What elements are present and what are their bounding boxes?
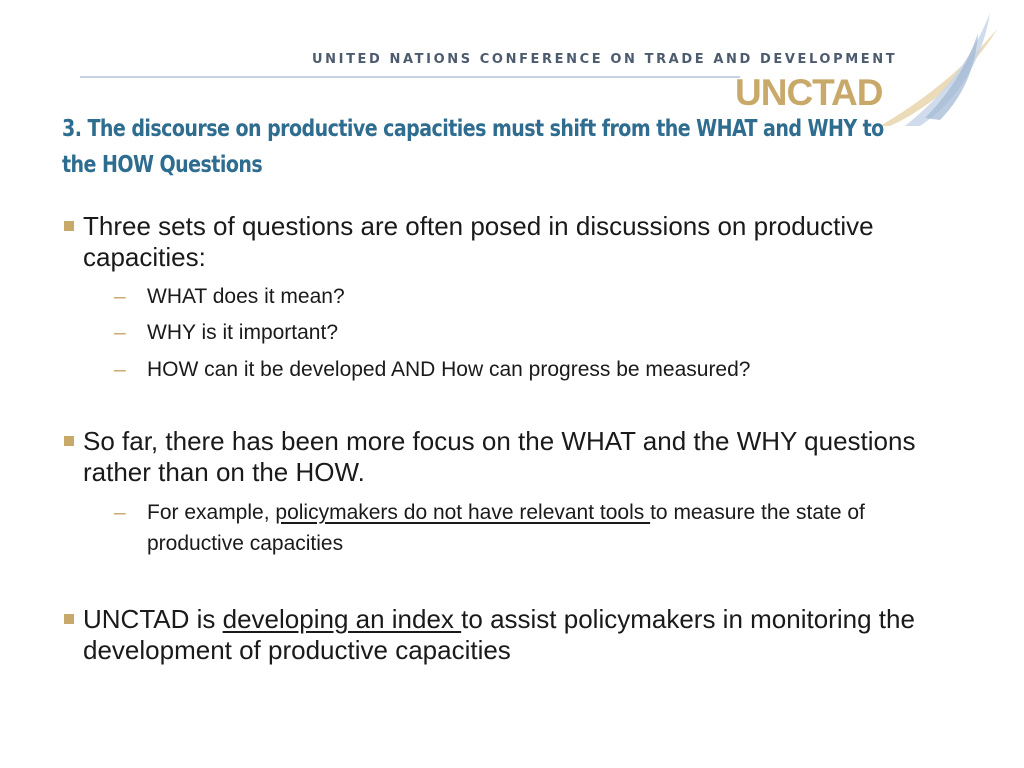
dash-icon: – xyxy=(114,285,126,308)
bullet-item-1 xyxy=(64,211,964,273)
bullet-square-icon xyxy=(64,614,74,624)
sub-bullet-text xyxy=(147,497,944,559)
dash-icon: – xyxy=(114,501,126,524)
bullet-square-icon xyxy=(64,221,74,231)
organization-name: UNITED NATIONS CONFERENCE ON TRADE AND DEVELOPMENT xyxy=(312,52,898,67)
bullet-text: So far, there has been more focus on the WHAT and the WHY questions rather than on the HOW. xyxy=(83,426,916,487)
bullet-text: Three sets of questions are often posed in discussions on productive capacities: xyxy=(83,211,874,272)
text-before-underline: For example, xyxy=(147,501,276,524)
sub-bullet-1-1 xyxy=(114,281,944,312)
sub-bullet-2-1 xyxy=(114,497,944,559)
bullet-square-icon xyxy=(64,436,74,446)
sub-bullet-text: HOW can it be developed AND How can progress be measured? xyxy=(147,358,751,381)
sub-bullet-1-2 xyxy=(114,317,944,348)
header-divider xyxy=(80,76,740,78)
bullet-item-3 xyxy=(64,604,964,666)
bullet-text xyxy=(83,604,964,666)
bullet-item-2 xyxy=(64,426,964,488)
sub-bullet-text: WHAT does it mean? xyxy=(147,285,345,308)
underlined-phrase: developing an index xyxy=(222,604,462,634)
dash-icon: – xyxy=(114,321,126,344)
text-after-underline: to measure the state of productive capacities xyxy=(147,501,865,555)
dash-icon: – xyxy=(114,358,126,381)
text-before-underline: UNCTAD is xyxy=(83,604,223,634)
sub-bullet-1-3 xyxy=(114,354,944,385)
text-after-underline: to assist policymakers in monitoring the development of productive capacities xyxy=(83,604,915,665)
slide-title: 3. The discourse on productive capacities must shift from the WHAT and WHY to the HOW Questions xyxy=(62,116,884,178)
underlined-phrase: policymakers do not have relevant tools xyxy=(275,501,651,524)
unctad-logo: UNCTAD xyxy=(735,72,883,113)
sub-bullet-text: WHY is it important? xyxy=(147,321,338,344)
